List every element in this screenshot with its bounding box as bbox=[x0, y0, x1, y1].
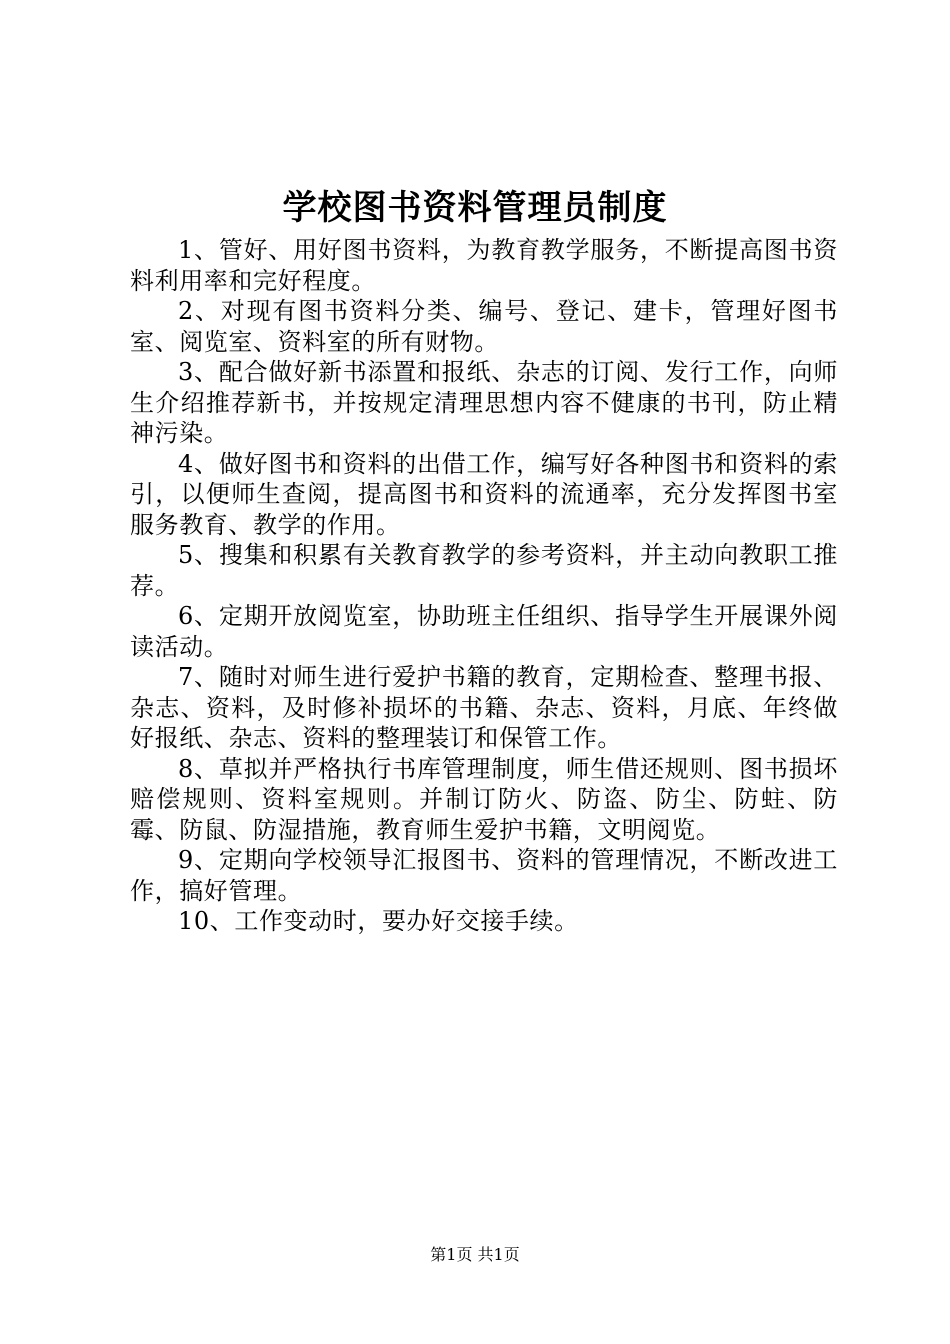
rule-paragraph-9: 9、定期向学校领导汇报图书、资料的管理情况，不断改进工作，搞好管理。 bbox=[130, 846, 838, 905]
rule-paragraph-10: 10、工作变动时，要办好交接手续。 bbox=[178, 907, 579, 935]
rule-paragraph-8: 8、草拟并严格执行书库管理制度，师生借还规则、图书损坏赔偿规则、资料室规则。并制订防火、防盗、防尘、防蛀、防霉、防鼠、防湿措施，教育师生爱护书籍，文明阅览。 bbox=[130, 754, 838, 844]
rule-paragraph-4: 4、做好图书和资料的出借工作，编写好各种图书和资料的索引，以便师生查阅，提高图书和资料的流通率，充分发挥图书室服务教育、教学的作用。 bbox=[130, 449, 838, 539]
rule-paragraph-6: 6、定期开放阅览室，协助班主任组织、指导学生开展课外阅读活动。 bbox=[130, 602, 838, 661]
rule-paragraph-2: 2、对现有图书资料分类、编号、登记、建卡，管理好图书室、阅览室、资料室的所有财物。 bbox=[130, 297, 838, 356]
rule-paragraph-1: 1、管好、用好图书资料，为教育教学服务，不断提高图书资料利用率和完好程度。 bbox=[130, 236, 838, 295]
page-number-footer: 第1页 共1页 bbox=[430, 1245, 520, 1264]
rule-paragraph-5: 5、搜集和积累有关教育教学的参考资料，并主动向教职工推荐。 bbox=[130, 541, 838, 600]
rule-paragraph-7: 7、随时对师生进行爱护书籍的教育，定期检查、整理书报、杂志、资料，及时修补损坏的书籍、杂志、资料，月底、年终做好报纸、杂志、资料的整理装订和保管工作。 bbox=[130, 663, 838, 752]
document-body bbox=[130, 235, 838, 937]
document-title: 学校图书资料管理员制度 bbox=[282, 188, 668, 228]
rule-paragraph-3: 3、配合做好新书添置和报纸、杂志的订阅、发行工作，向师生介绍推荐新书，并按规定清理思想内容不健康的书刊，防止精神污染。 bbox=[130, 358, 838, 447]
